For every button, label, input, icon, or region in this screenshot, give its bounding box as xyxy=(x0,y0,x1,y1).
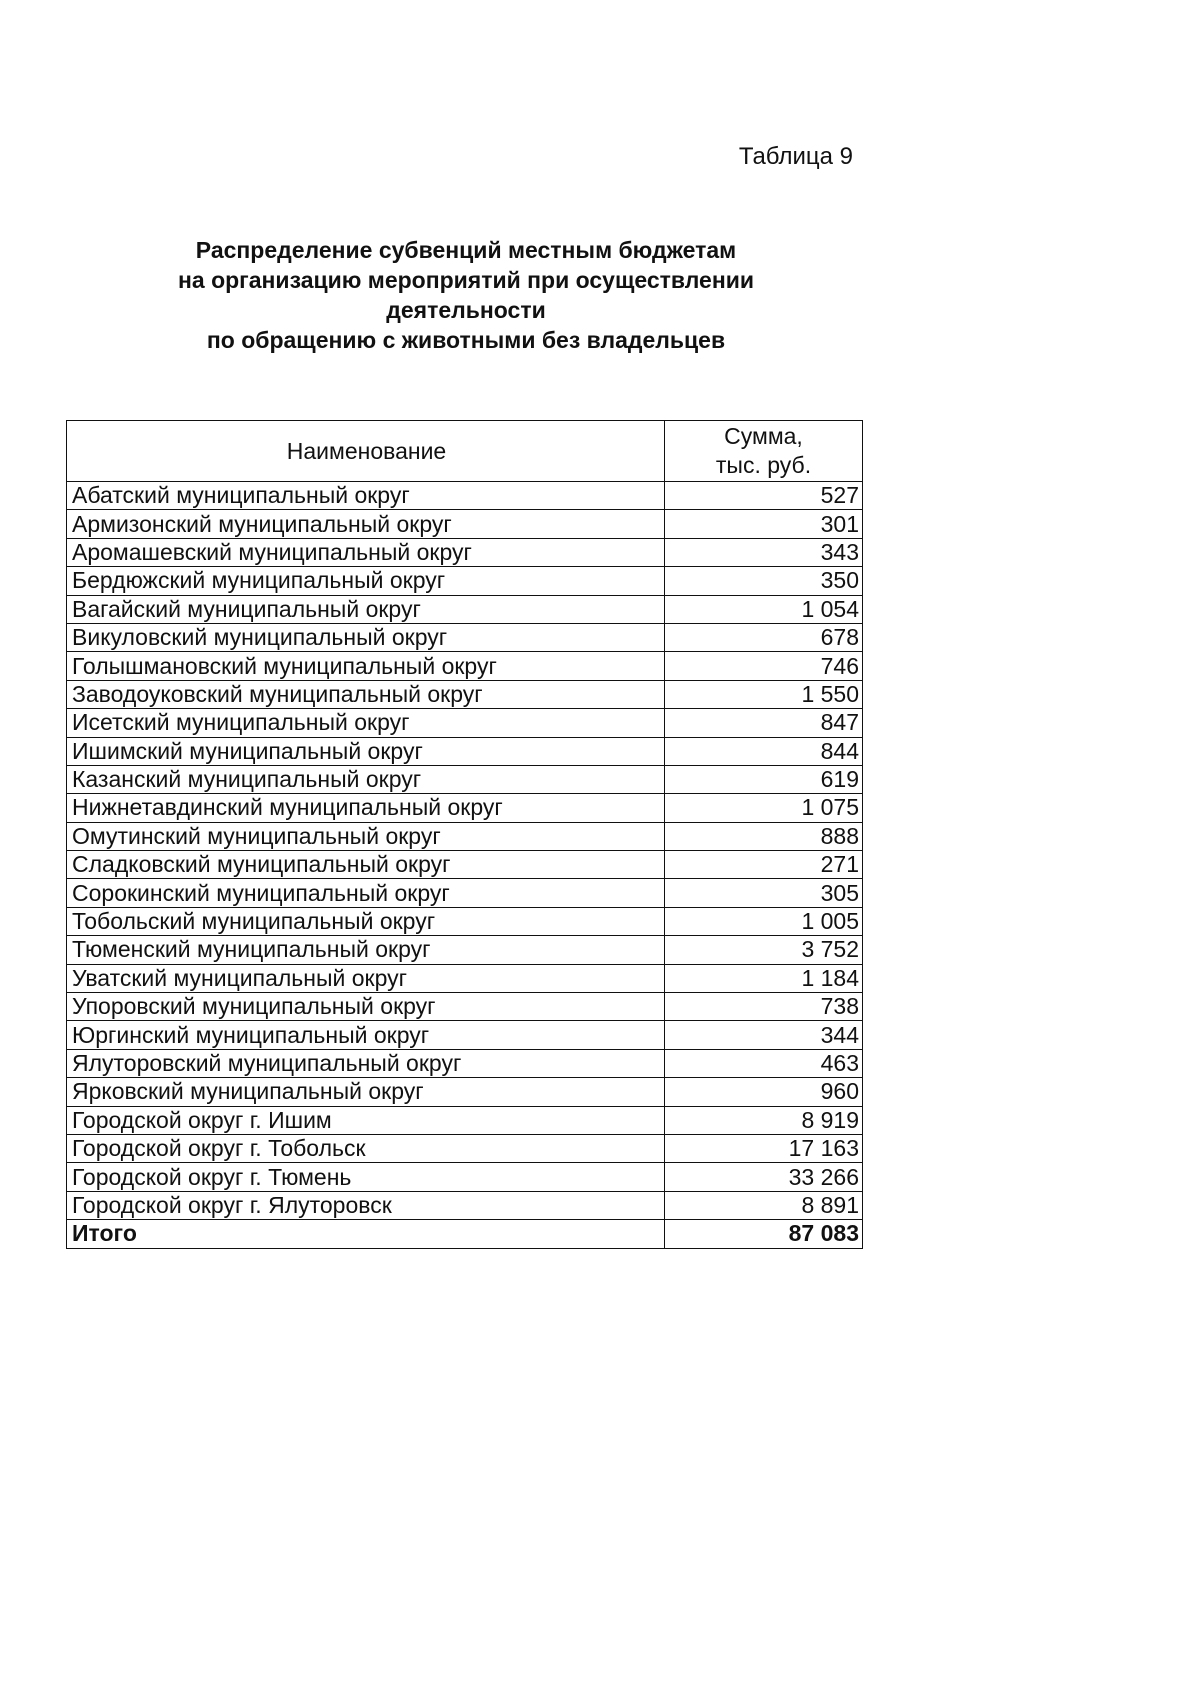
sum-header-line: Сумма, xyxy=(724,423,803,449)
table-row xyxy=(67,1049,863,1077)
table-body xyxy=(67,482,863,1249)
row-name: Городской округ г. Ялуторовск xyxy=(67,1191,665,1219)
row-sum: 271 xyxy=(665,851,863,879)
table-row xyxy=(67,595,863,623)
row-name: Сладковский муниципальный округ xyxy=(67,851,665,879)
row-sum: 343 xyxy=(665,538,863,566)
title-line: по обращению с животными без владельцев xyxy=(206,327,726,353)
row-name: Упоровский муниципальный округ xyxy=(67,993,665,1021)
row-sum: 1 005 xyxy=(665,907,863,935)
row-sum: 960 xyxy=(665,1078,863,1106)
row-name: Армизонский муниципальный округ xyxy=(67,510,665,538)
total-sum: 87 083 xyxy=(665,1220,863,1248)
table-row xyxy=(67,567,863,595)
table-row xyxy=(67,623,863,651)
row-sum: 33 266 xyxy=(665,1163,863,1191)
row-sum: 8 919 xyxy=(665,1106,863,1134)
row-name: Вагайский муниципальный округ xyxy=(67,595,665,623)
row-name: Уватский муниципальный округ xyxy=(67,964,665,992)
row-name: Тюменский муниципальный округ xyxy=(67,936,665,964)
table-row xyxy=(67,1021,863,1049)
row-name: Бердюжский муниципальный округ xyxy=(67,567,665,595)
row-name: Ишимский муниципальный округ xyxy=(67,737,665,765)
table-row xyxy=(67,482,863,510)
row-name: Абатский муниципальный округ xyxy=(67,482,665,510)
row-sum: 619 xyxy=(665,765,863,793)
row-sum: 305 xyxy=(665,879,863,907)
table-row xyxy=(67,993,863,1021)
row-sum: 301 xyxy=(665,510,863,538)
row-sum: 527 xyxy=(665,482,863,510)
row-name: Городской округ г. Тюмень xyxy=(67,1163,665,1191)
row-name: Казанский муниципальный округ xyxy=(67,765,665,793)
table-row xyxy=(67,1078,863,1106)
document-title xyxy=(66,235,866,355)
row-sum: 344 xyxy=(665,1021,863,1049)
table-row xyxy=(67,737,863,765)
table-row xyxy=(67,851,863,879)
total-row xyxy=(67,1220,863,1248)
table-row xyxy=(67,964,863,992)
table-row xyxy=(67,652,863,680)
table-row xyxy=(67,1134,863,1162)
row-sum: 3 752 xyxy=(665,936,863,964)
table-row xyxy=(67,936,863,964)
row-name: Заводоуковский муниципальный округ xyxy=(67,680,665,708)
row-name: Викуловский муниципальный округ xyxy=(67,623,665,651)
row-sum: 738 xyxy=(665,993,863,1021)
row-sum: 888 xyxy=(665,822,863,850)
table-row xyxy=(67,879,863,907)
row-sum: 1 550 xyxy=(665,680,863,708)
table-row xyxy=(67,709,863,737)
row-sum: 8 891 xyxy=(665,1191,863,1219)
table-row xyxy=(67,680,863,708)
title-line: Распределение субвенций местным бюджетам xyxy=(195,237,737,263)
table-header-row xyxy=(67,421,863,482)
row-sum: 1 075 xyxy=(665,794,863,822)
title-line: на организацию мероприятий при осуществлении xyxy=(178,267,754,293)
row-name: Голышмановский муниципальный округ xyxy=(67,652,665,680)
row-name: Городской округ г. Ишим xyxy=(67,1106,665,1134)
table-row xyxy=(67,538,863,566)
row-name: Исетский муниципальный округ xyxy=(67,709,665,737)
row-sum: 1 184 xyxy=(665,964,863,992)
row-sum: 463 xyxy=(665,1049,863,1077)
table-number: Таблица 9 xyxy=(738,143,853,170)
table-row xyxy=(67,1191,863,1219)
name-column-header: Наименование xyxy=(67,421,665,482)
row-sum: 350 xyxy=(665,567,863,595)
subsidy-table xyxy=(66,420,863,1249)
row-sum: 1 054 xyxy=(665,595,863,623)
row-sum: 746 xyxy=(665,652,863,680)
row-name: Городской округ г. Тобольск xyxy=(67,1134,665,1162)
row-sum: 844 xyxy=(665,737,863,765)
row-name: Омутинский муниципальный округ xyxy=(67,822,665,850)
row-name: Ярковский муниципальный округ xyxy=(67,1078,665,1106)
row-sum: 678 xyxy=(665,623,863,651)
row-name: Юргинский муниципальный округ xyxy=(67,1021,665,1049)
row-name: Нижнетавдинский муниципальный округ xyxy=(67,794,665,822)
row-sum: 847 xyxy=(665,709,863,737)
row-name: Сорокинский муниципальный округ xyxy=(67,879,665,907)
table-row xyxy=(67,822,863,850)
table-row xyxy=(67,1163,863,1191)
table-row xyxy=(67,794,863,822)
row-sum: 17 163 xyxy=(665,1134,863,1162)
sum-header-line: тыс. руб. xyxy=(715,452,812,478)
table-row xyxy=(67,1106,863,1134)
title-line: деятельности xyxy=(386,297,546,323)
total-label: Итого xyxy=(67,1220,665,1248)
row-name: Аромашевский муниципальный округ xyxy=(67,538,665,566)
table-row xyxy=(67,907,863,935)
row-name: Ялуторовский муниципальный округ xyxy=(67,1049,665,1077)
sum-column-header xyxy=(665,421,863,482)
table-row xyxy=(67,510,863,538)
row-name: Тобольский муниципальный округ xyxy=(67,907,665,935)
table-row xyxy=(67,765,863,793)
